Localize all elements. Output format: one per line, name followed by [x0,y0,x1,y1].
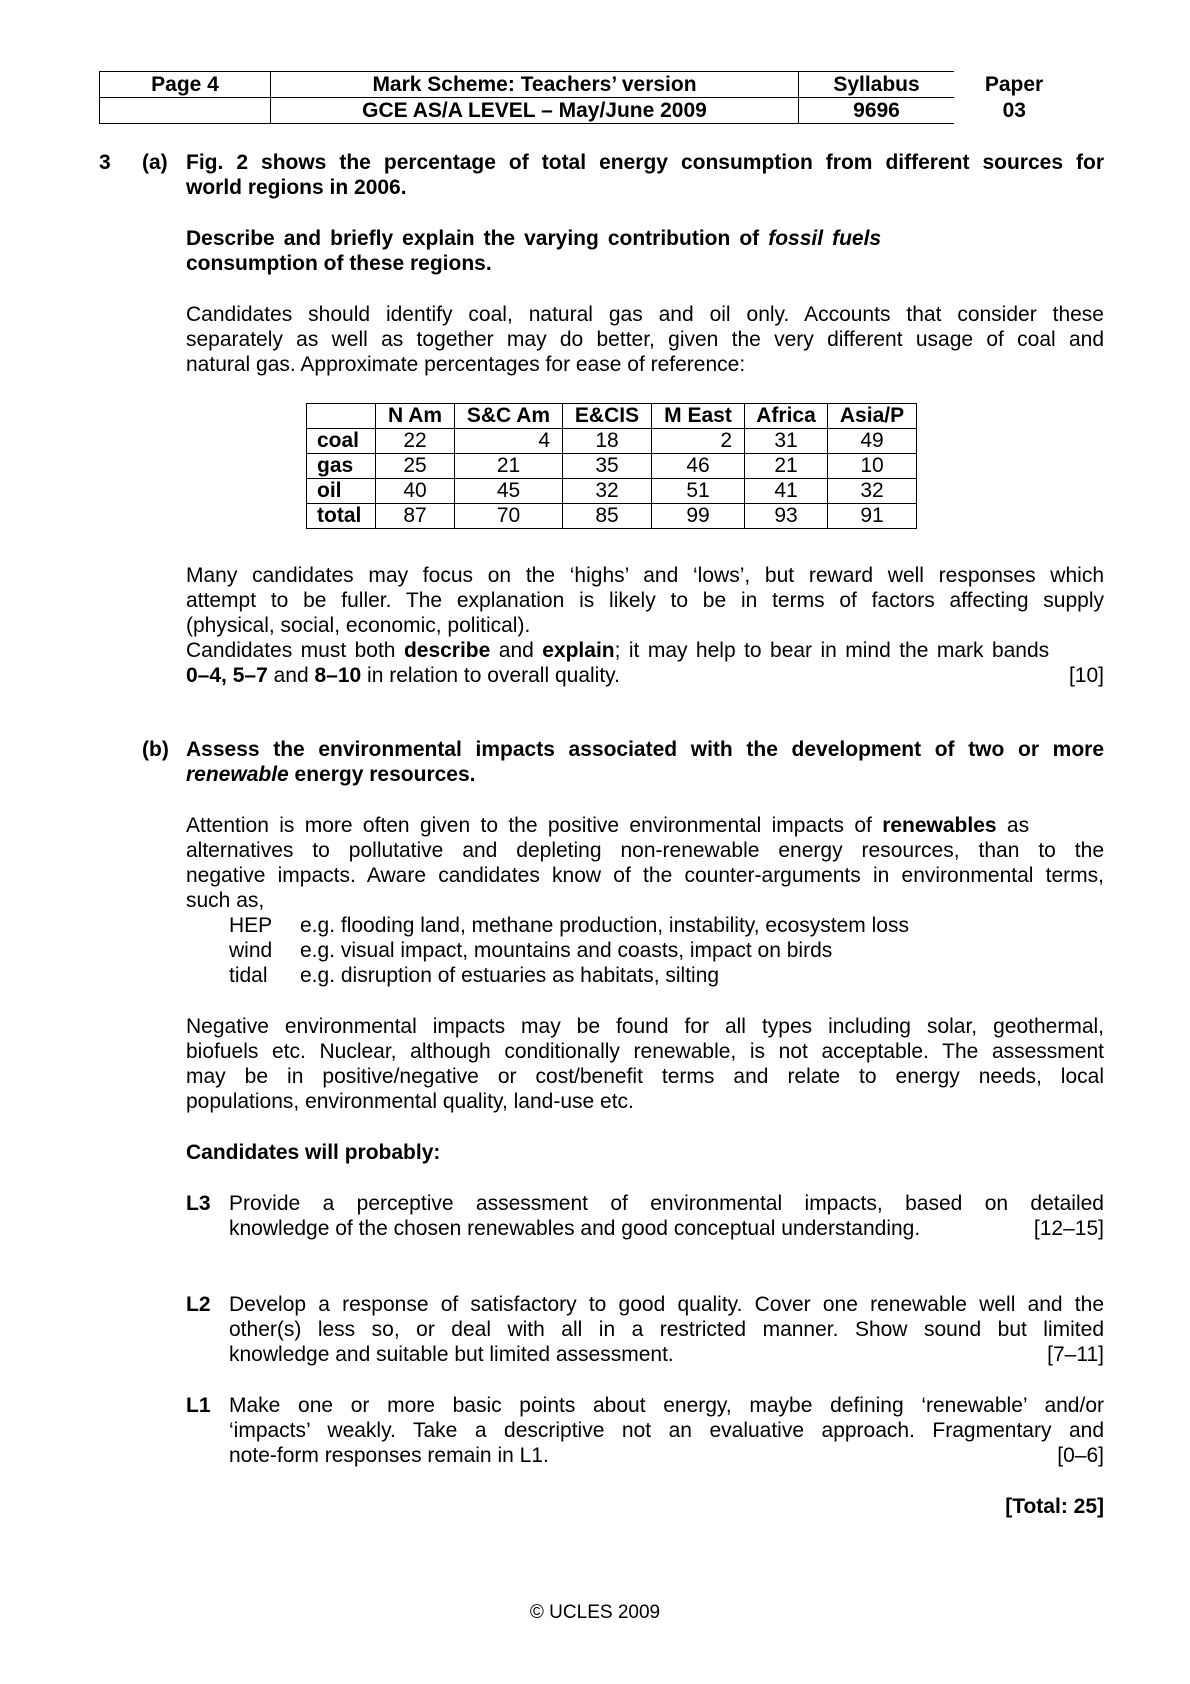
para-text: Attention is more often given to the positive environmental impacts of [186,814,883,837]
para1-line4: such as, [186,889,265,912]
example-term: tidal [229,964,268,987]
part-a-prompt-line2: world regions in 2006. [186,176,407,199]
table-row [307,454,917,479]
level-label: L1 [186,1394,211,1417]
level-text [229,1216,1104,1241]
table-cell: 93 [745,504,828,529]
table-cell: 41 [745,479,828,504]
row-label: oil [307,479,376,504]
level-line: knowledge of the chosen renewables and good conceptual understanding. [229,1217,921,1240]
table-cell: 18 [563,429,652,454]
table-header-row [307,404,917,429]
para2-line2: biofuels etc. Nuclear, although conditionally renewable, is not acceptable. The assessment [186,1040,1104,1063]
para1-line1 [186,813,1104,838]
col-header: E&CIS [563,404,652,429]
guidance-line1: Many candidates may focus on the ‘highs’ and ‘lows’, but reward well responses which [186,564,1104,587]
table-cell: 25 [376,454,455,479]
table-cell: 46 [652,454,745,479]
level-line: knowledge and suitable but limited assessment. [229,1343,674,1366]
energy-table [306,403,917,529]
table-cell: 85 [563,504,652,529]
level-text: Make one or more basic points about energy, maybe defining ‘renewable’ and/or [229,1394,1104,1417]
part-a-task-line1 [186,226,946,251]
prompt-text: energy resources. [288,763,476,786]
syllabus-label: Syllabus [799,72,955,98]
table-corner [307,404,376,429]
guidance-text: Candidates must both [186,639,404,662]
guidance-text: and [490,639,543,662]
header-title: Mark Scheme: Teachers’ version [271,72,799,98]
mark-band: 8–10 [314,664,362,687]
header-table [99,71,1075,124]
table-row [307,479,917,504]
example-term: wind [229,939,273,962]
table-cell: 70 [455,504,563,529]
part-a-prompt-line1: Fig. 2 shows the percentage of total energy consumption from different sources for [186,151,1104,174]
guidance-text: in relation to overall quality. [361,664,620,687]
table-cell: 51 [652,479,745,504]
table-cell: 2 [652,429,745,454]
candidates-probably: Candidates will probably: [186,1141,441,1164]
row-label: coal [307,429,376,454]
part-b-prompt-line1: Assess the environmental impacts associated with the development of two or more [186,738,1104,761]
table-cell: 10 [828,454,917,479]
example-term: HEP [229,914,273,937]
para-text: as [996,814,1030,837]
guidance-text: ; it may help to bear in mind the mark bands [614,639,1050,662]
syllabus-code: 9696 [799,98,955,124]
page-number: Page 4 [100,72,271,98]
part-b-prompt-line2 [186,762,1104,787]
intro-line3: natural gas. Approximate percentages for ease of reference: [186,353,746,376]
intro-line2: separately as well as together may do better, given the very different usage of coal and [186,328,1104,351]
level-marks: [7–11] [1047,1343,1104,1366]
explain-keyword: explain [542,639,615,662]
example-text: e.g. visual impact, mountains and coasts, impact on birds [300,939,833,962]
level-text: Develop a response of satisfactory to good quality. Cover one renewable well and the [229,1293,1104,1316]
exam-title: GCE AS/A LEVEL – May/June 2009 [271,98,799,124]
level-label: L2 [186,1293,211,1316]
table-cell: 21 [745,454,828,479]
col-header: N Am [376,404,455,429]
guidance-text: and [267,664,315,687]
guidance-line3: (physical, social, economic, political). [186,614,531,637]
row-label: gas [307,454,376,479]
para1-line2: alternatives to pollutative and depleting non-renewable energy resources, than to the [186,839,1104,862]
level-marks: [0–6] [1057,1444,1104,1467]
example-text: e.g. flooding land, methane production, instability, ecosystem loss [300,914,909,937]
table-cell: 22 [376,429,455,454]
guidance-line4 [186,638,1104,663]
col-header: Asia/P [828,404,917,429]
level-text [229,1342,1104,1367]
part-a-marks: [10] [1068,664,1104,687]
level-line: note-form responses remain in L1. [229,1444,549,1467]
table-cell: 99 [652,504,745,529]
renewable-emphasis: renewable [186,763,289,786]
intro-line1: Candidates should identify coal, natural gas and oil only. Accounts that consider these [186,303,1104,326]
table-cell: 87 [376,504,455,529]
table-cell: 32 [563,479,652,504]
level-marks: [12–15] [1033,1217,1104,1240]
part-a-label: (a) [142,151,168,174]
level-text: ‘impacts’ weakly. Take a descriptive not an evaluative approach. Fragmentary and [229,1419,1104,1442]
table-row [307,429,917,454]
table-cell: 4 [455,429,563,454]
example-text: e.g. disruption of estuaries as habitats, silting [300,964,720,987]
table-cell: 40 [376,479,455,504]
para2-line3: may be in positive/negative or cost/benefit terms and relate to energy needs, local [186,1065,1104,1088]
mark-band: 0–4, 5–7 [186,664,268,687]
guidance-line2: attempt to be fuller. The explanation is likely to be in terms of factors affecting supply [186,589,1104,612]
level-text [229,1443,1104,1468]
total-marks: [Total: 25] [1005,1495,1104,1518]
level-text: other(s) less so, or deal with all in a restricted manner. Show sound but limited [229,1318,1104,1341]
para2-line4: populations, environmental quality, land-use etc. [186,1090,634,1113]
table-cell: 49 [828,429,917,454]
table-cell: 21 [455,454,563,479]
level-label: L3 [186,1192,211,1215]
describe-keyword: describe [403,639,491,662]
table-cell: 45 [455,479,563,504]
col-header: S&C Am [455,404,563,429]
part-b-label: (b) [142,738,169,761]
paper-label: Paper [984,72,1044,96]
table-cell: 91 [828,504,917,529]
copyright-footer: © UCLES 2009 [529,1602,661,1623]
col-header: M East [652,404,745,429]
part-a-task-line2: consumption of these regions. [186,252,492,275]
task-emphasis: fossil fuels [768,227,882,250]
renewables-keyword: renewables [882,814,997,837]
table-cell: 35 [563,454,652,479]
paper-number: 03 [1002,98,1026,122]
question-number: 3 [99,151,111,174]
level-text: Provide a perceptive assessment of environmental impacts, based on detailed [229,1192,1104,1215]
col-header: Africa [745,404,828,429]
para2-line1: Negative environmental impacts may be found for all types including solar, geothermal, [186,1015,1104,1038]
table-row [307,504,917,529]
table-cell: 32 [828,479,917,504]
task-text: Describe and briefly explain the varying contribution of [186,227,769,250]
header-empty-cell [100,98,271,124]
para1-line3: negative impacts. Aware candidates know of the counter-arguments in environmental terms, [186,864,1104,887]
table-cell: 31 [745,429,828,454]
guidance-line5 [186,663,1104,688]
row-label: total [307,504,376,529]
